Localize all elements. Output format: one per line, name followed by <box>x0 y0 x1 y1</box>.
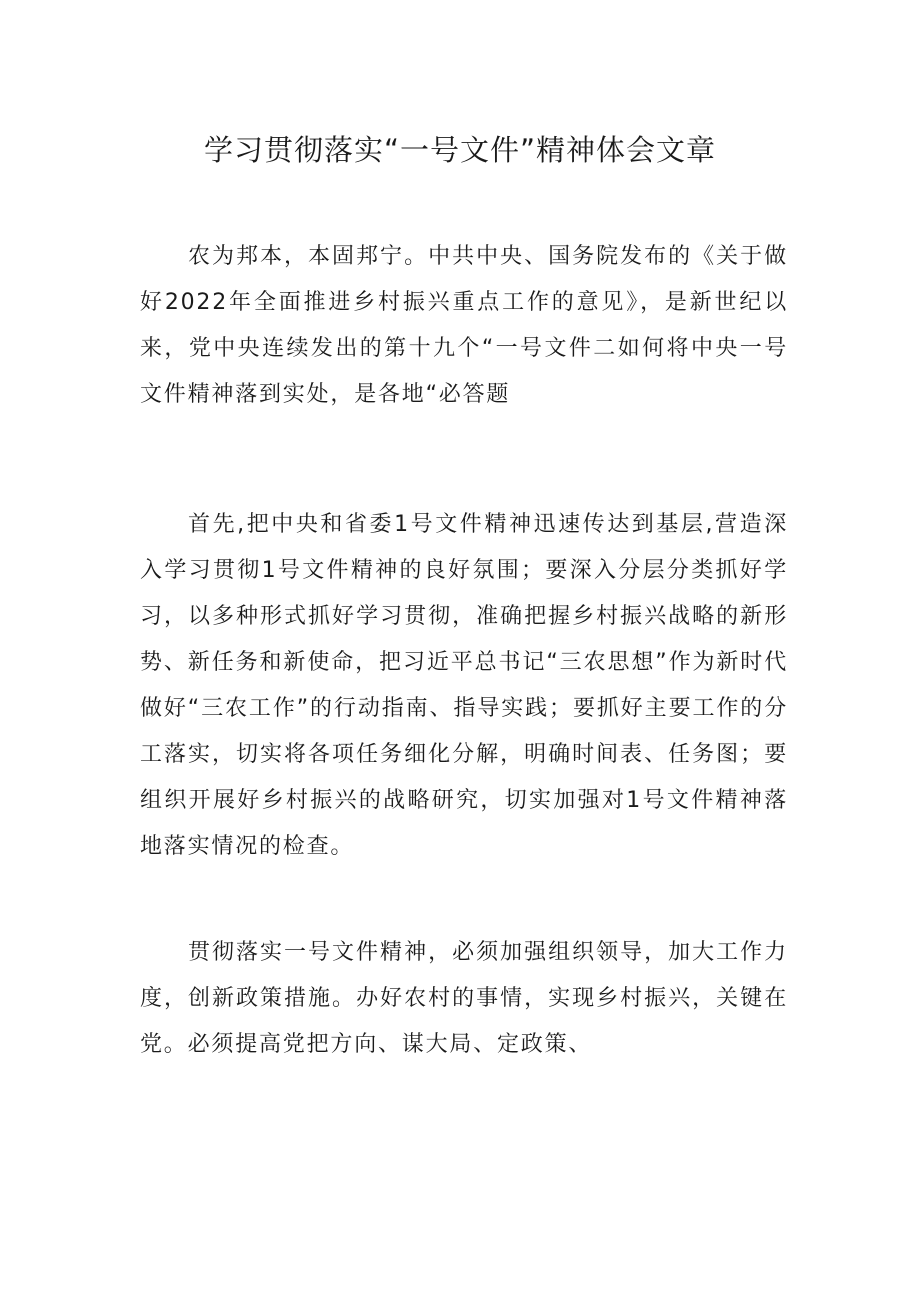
paragraph-2: 首先,把中央和省委1号文件精神迅速传达到基层,营造深入学习贯彻1号文件精神的良好氛围；要深入分层分类抓好学习，以多种形式抓好学习贯彻，准确把握乡村振兴战略的新形势、新任务和新使命，把习近平总书记“三农思想”作为新时代做好“三农工作”的行动指南、指导实践；要抓好主要工作的分工落实，切实将各项任务细化分解，明确时间表、任务图；要组织开展好乡村振兴的战略研究，切实加强对1号文件精神落地落实情况的检查。 <box>140 512 788 859</box>
paragraph-1: 农为邦本，本固邦宁。中共中央、国务院发布的《关于做好2022年全面推进乡村振兴重点工作的意见》，是新世纪以来，党中央连续发出的第十九个“一号文件二如何将中央一号文件精神落到实处，是各地“必答题 <box>140 244 788 407</box>
paragraph-3: 贯彻落实一号文件精神，必须加强组织领导，加大工作力度，创新政策措施。办好农村的事情，实现乡村振兴，关键在党。必须提高党把方向、谋大局、定政策、 <box>140 940 788 1057</box>
document-title: 学习贯彻落实“一号文件”精神体会文章 <box>203 133 717 167</box>
